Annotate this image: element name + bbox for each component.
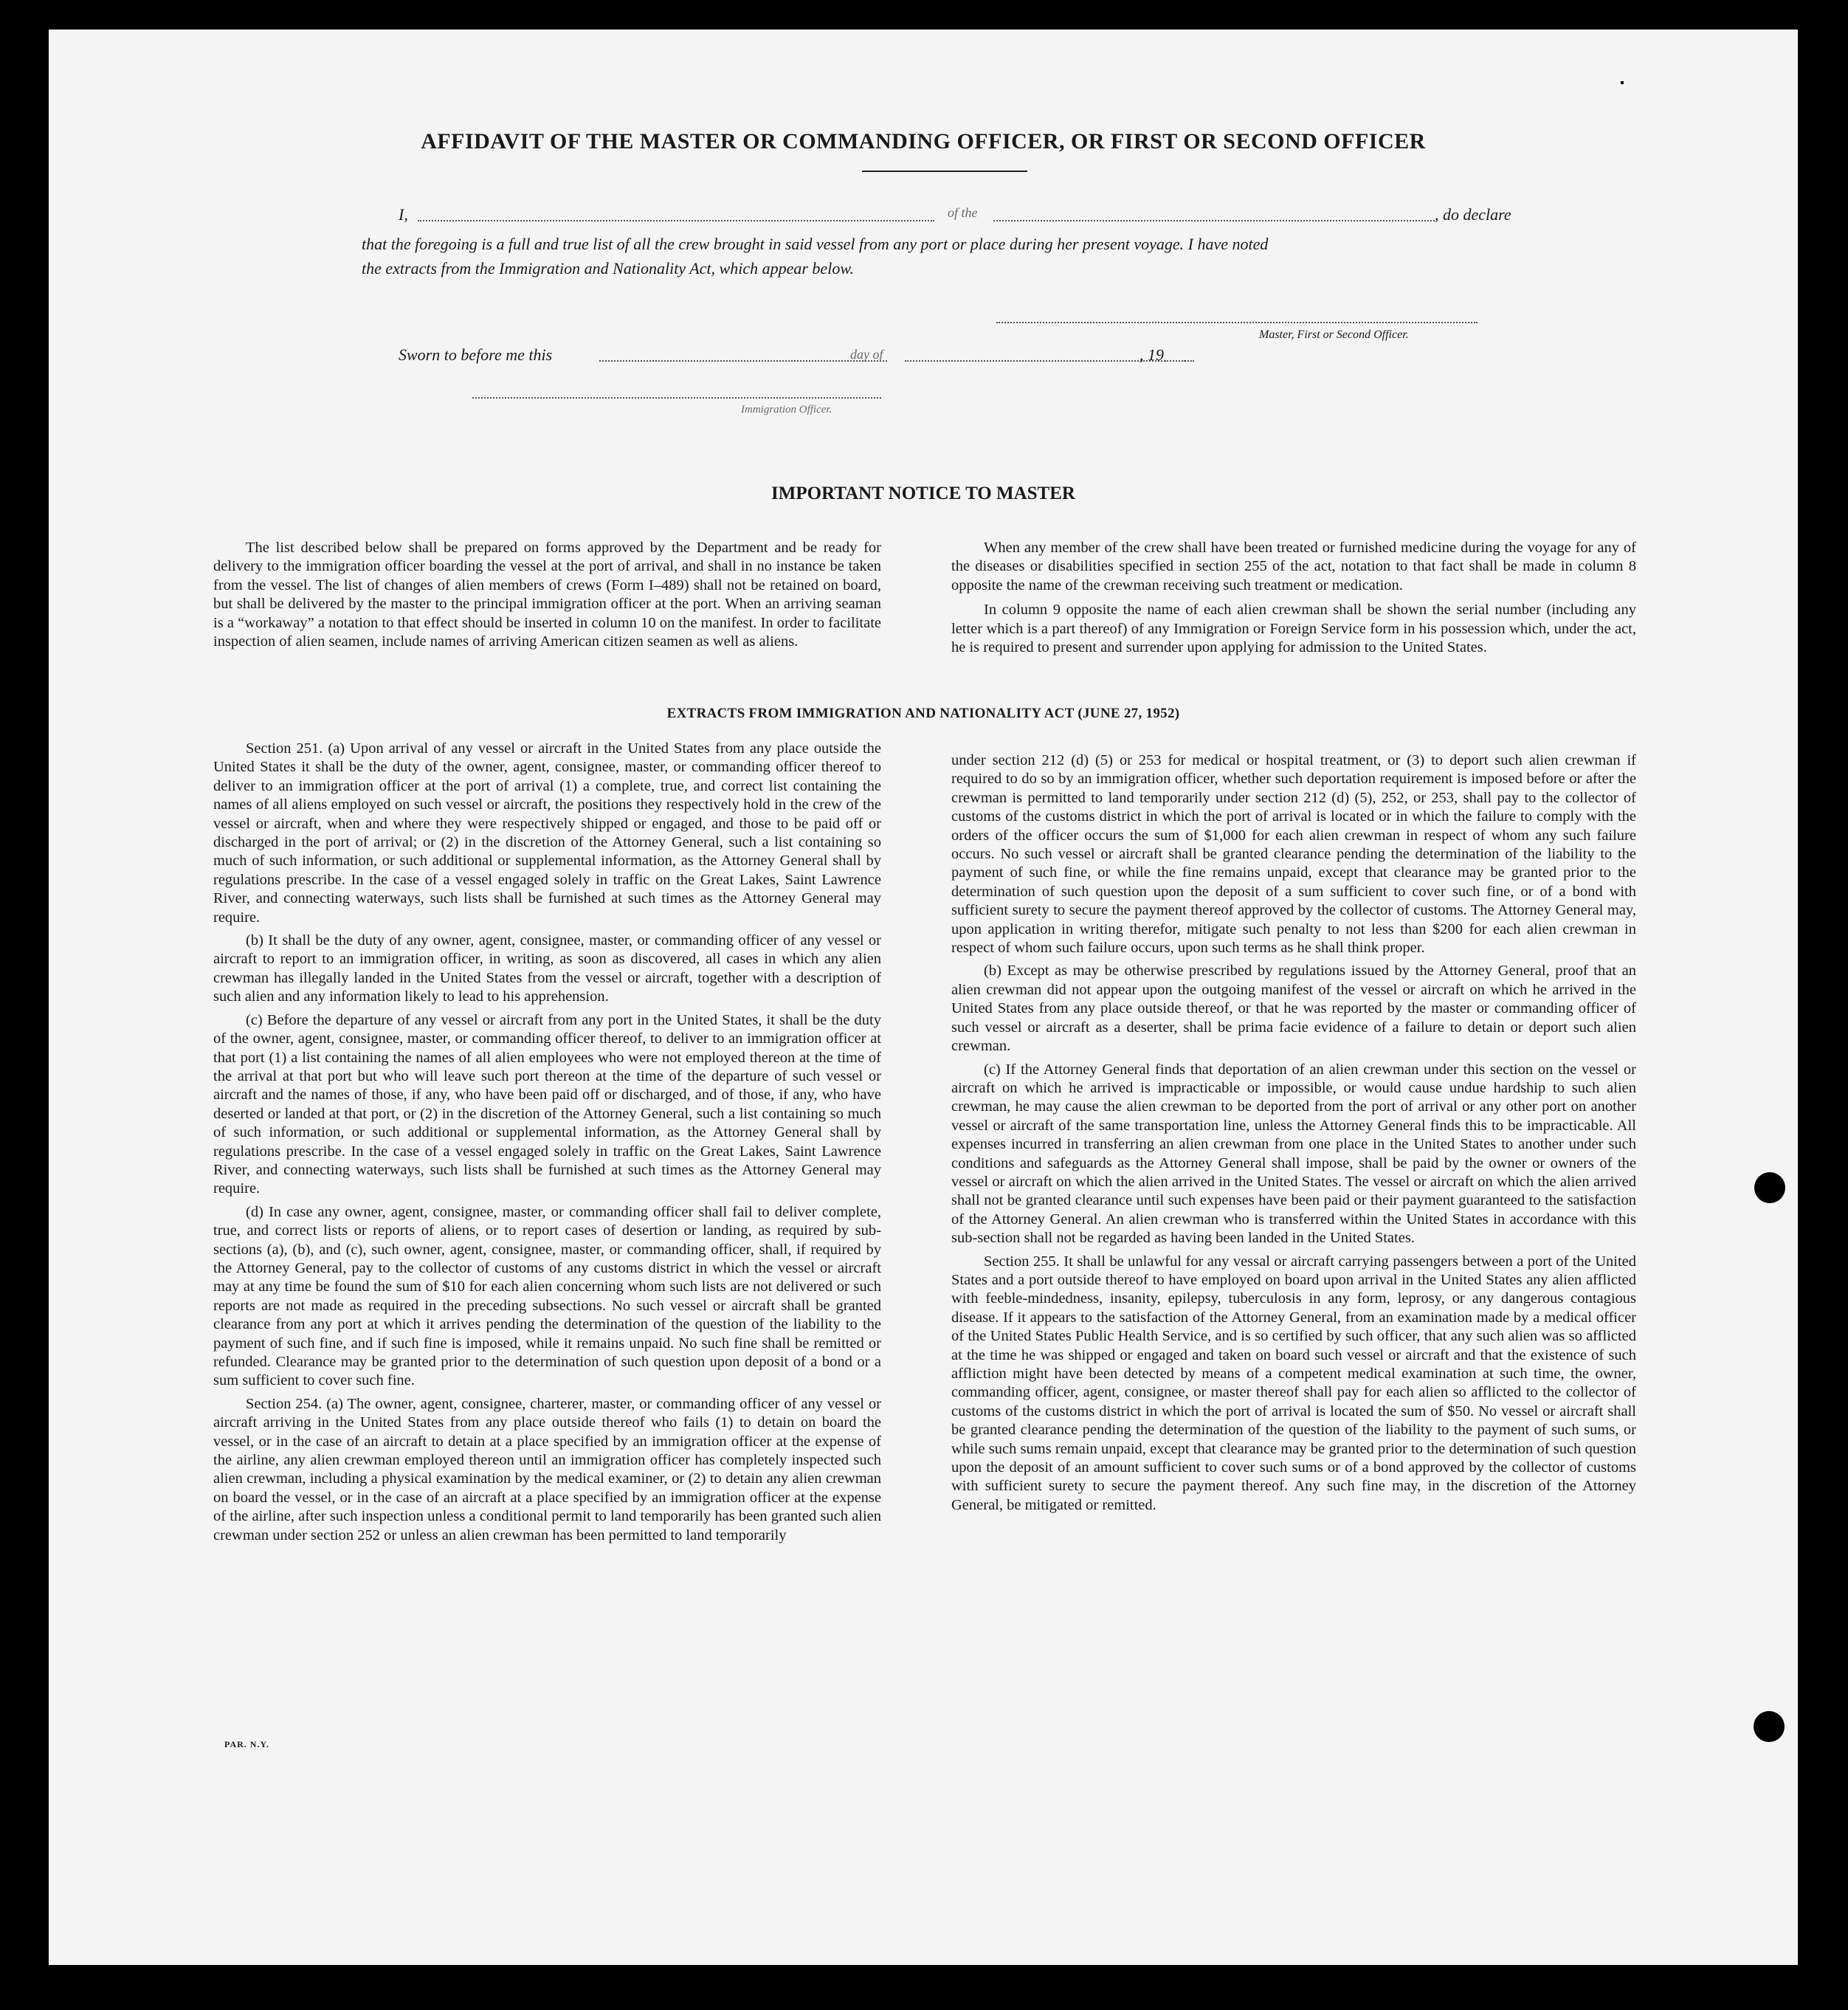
section-251-b: (b) It shall be the duty of any owner, agent, consignee, master, or commanding officer of any vessel or aircraft to report to an immigration officer, in writing, as soon as discovered, all cases in which any alien crewman has illegally landed in the United States from the vessel or aircraft, together with a description of such alien and any information likely to lead to his apprehension. (213, 932, 881, 1005)
printer-mark: PAR. N.Y. (224, 1739, 270, 1749)
section-255: Section 255. It shall be unlawful for any vessal or aircraft carrying passengers between a port of the United States and a port outside thereof to have employed on board upon arrival in the United States any alien afflicted with feeble-mindedness, insanity, epilepsy, tuberculosis in any form, leprosy, or any dangerous contagious disease. If it appears to the satisfaction of the Attorney General, from an examination made by a medical officer of the United States Public Health Service, and is so certified by such officer, that any such alien was so afflicted at the time he was shipped or engaged and taken on board such vessel or aircraft and that the existence of such affliction might have been detected by means of a competent medical examination at such time, the owner, commanding officer, agent, consignee, or master thereof shall pay for each alien so afflicted to the collector of customs of the customs district in which the port of arrival is located the sum of $50. No vessel or aircraft shall be granted clearance pending the determination of the question of the liability to the payment of such sums, or while such sums remain unpaid, except that clearance may be granted prior to the determination of such question upon the deposit of an amount sufficient to cover such sums or of a bond approved by the collector of customs with sufficient surety to secure the payment thereof. Any such fine may, in the discretion of the Attorney General, be mitigated or remitted. (951, 1253, 1636, 1513)
extracts-title: EXTRACTS FROM IMMIGRATION AND NATIONALITY ACT (JUNE 27, 1952) (666, 706, 1180, 721)
corner-speck (1621, 81, 1624, 84)
vessel-name-field[interactable] (993, 220, 1435, 221)
notice-right-paragraph-1: When any member of the crew shall have been treated or furnished medicine during the voyage for any of the diseases or disabilities specified in section 255 of the act, notation to that fact shall be made in column 8 opposite the name of the crewman receiving such treatment or medication. (951, 540, 1636, 593)
notice-title: IMPORTANT NOTICE TO MASTER (771, 483, 1075, 503)
extracts-right-column (951, 751, 1636, 1519)
section-251-d: (d) In case any owner, agent, consignee, master, or commanding officer shall fail to deliver complete, true, and correct lists or reports of aliens, or to report cases of desertion or landing, as required by sub-sections (a), (b), and (c), such owner, agent, consignee, master, or commanding officer, shall, if required by the Attorney General, pay to the collector of customs of any customs district in which the vessel or aircraft may at any time be found the sum of $10 for each alien concerning whom such lists are not delivered or such reports are not made as required in the preceding subsections. No such vessel or aircraft shall be granted clearance from any port at which it arrives pending the determination of the question of the liability to the payment of such fine, and if such fine is imposed, while it remains unpaid. No such fine shall be remitted or refunded. Clearance may be granted prior to the determination of such question upon deposit of a bond or a sum sufficient to cover such fine. (213, 1203, 881, 1389)
section-251-c: (c) Before the departure of any vessel or aircraft from any port in the United States, it shall be the duty of the owner, agent, consignee, master, or commanding officer thereof, to deliver to an immigration officer at that port (1) a list containing the names of all alien employees who were not employed thereon at the time of the arrival at that port but who will leave such port thereon at the time of the departure of such vessel or aircraft and the names of those, if any, who have been paid off or discharged, and of those, if any, who have deserted or landed at that port, or (2) in the discretion of the Attorney General, such a list containing so much of such information, or such additional or supplemental information, as the Attorney General shall by regulations prescribe. In the case of a vessel engaged solely in traffic on the Great Lakes, Saint Lawrence River, and connecting waterways, such lists shall be furnished at such times as the Attorney General may require. (213, 1011, 881, 1197)
title-divider (862, 171, 1027, 172)
notice-right-paragraph-2: In column 9 opposite the name of each alien crewman shall be shown the serial number (including any letter which is a part thereof) of any Immigration or Foreign Service form in his possession which, under the act, he is required to present and surrender upon applying for admission to the United States. (951, 602, 1636, 656)
punch-hole-upper (1754, 1172, 1785, 1203)
document-page (49, 30, 1798, 1965)
declarant-prefix: I, (399, 205, 408, 224)
extracts-left-column (213, 740, 881, 1549)
section-254-c: (c) If the Attorney General finds that deportation of an alien crewman under this section on the vessel or aircraft on which he arrived is impracticable or impossible, or would cause undue hardship to such alien crewman, he may cause the alien crewman to be deported from the port of arrival or any other port on another vessel or aircraft of the same transportation line, unless the Attorney General finds this to be impracticable. All expenses incurred in transferring an alien crewman from one place in the United States to another under such conditions and safeguards as the Attorney General shall impose, shall be paid by the owner or owners of the vessel or aircraft on which the alien arrived in the United States. The vessel or aircraft on which the alien arrived shall not be granted clearance until such expenses have been paid or their payment guaranteed to the satisfaction of the Attorney General. An alien crewman who is transferred within the United States in accordance with this sub-section shall not be regarded as having been landed in the United States. (951, 1061, 1636, 1247)
affidavit-title: AFFIDAVIT OF THE MASTER OR COMMANDING OFFICER, OR FIRST OR SECOND OFFICER (421, 129, 1426, 154)
immigration-officer-signature-field[interactable] (472, 397, 881, 399)
notice-left-column (213, 539, 881, 655)
year-prefix: , 19 (1140, 345, 1164, 364)
master-signature-label: Master, First or Second Officer. (1259, 328, 1409, 341)
sworn-year-field[interactable] (1165, 360, 1194, 362)
of-the-label: of the (948, 205, 978, 220)
section-254-a: Section 254. (a) The owner, agent, consignee, charterer, master, or commanding officer of any vessel or aircraft arriving in the United States from any place outside thereof who fails (1) to detain on board the vessel, or in the case of an aircraft to detain at a place specified by an immigration officer at the expense of the airline, any alien crewman employed thereon until an immigration officer has completely inspected such alien crewman, including a physical examination by the medical examiner, or (2) to detain any alien crewman on board the vessel, or in the case of an aircraft at a place specified by an immigration officer at the expense of the airline, after such inspection unless a conditional permit to land temporarily has been granted such alien crewman under section 252 or unless an alien crewman has been permitted to land temporarily (213, 1395, 881, 1543)
immigration-officer-label: Immigration Officer. (741, 404, 832, 416)
declaration-line-2: that the foregoing is a full and true list of all the crew brought in said vessel from any port or place during her present voyage. I have noted (362, 235, 1269, 253)
declaration-line-3: the extracts from the Immigration and Nationality Act, which appear below. (362, 259, 854, 278)
notice-left-paragraph: The list described below shall be prepared on forms approved by the Department and be ready for delivery to the immigration officer boarding the vessel at the port of arrival, and shall in no instance be taken from the vessel. The list of changes of alien members of crews (Form I–489) shall not be retained on board, but shall be delivered by the master to the principal immigration officer at the port. When an arriving seaman is a “workaway” a notation to that effect should be inserted in column 10 on the manifest. In order to facilitate inspection of alien seamen, include names of arriving American citizen seamen as well as aliens. (213, 540, 881, 650)
day-of-label: day of (850, 347, 883, 362)
section-254-a-continued: under section 212 (d) (5) or 253 for medical or hospital treatment, or (3) to deport such alien crewman if required to do so by an immigration officer, whether such deportation requirement is imposed before or after the crewman is permitted to land temporarily under section 212 (d) (5), 252, or 253, shall pay to the collector of customs of the customs district in which the port of arrival is located or in which the failure to comply with the orders of the officer occurs the sum of $1,000 for each alien crewman in respect of whom any such failure occurs. No such vessel or aircraft shall be granted clearance pending the determination of the liability to the payment of such fine, or while the fine remains unpaid, except that clearance may be granted prior to the determination of such question upon the deposit of a sum sufficient to cover such fine, or of a bond with sufficient surety to secure the payment thereof approved by the collector of customs. The Attorney General may, upon application in writing therefor, mitigate such penalty to not less than $200 for each alien crewman in respect of whom such failure occurs, upon such terms as he shall think proper. (951, 752, 1636, 957)
sworn-label: Sworn to before me this (399, 345, 553, 364)
sworn-day-field[interactable] (599, 360, 887, 362)
declarant-name-field[interactable] (418, 220, 934, 221)
section-254-b: (b) Except as may be otherwise prescribed by regulations issued by the Attorney General, proof that an alien crewman did not appear upon the outgoing manifest of the vessel or aircraft on which he arrived in the United States from any place outside thereof, or that he was reported by the master or commanding officer of such vessel or aircraft as a deserter, shall be prima facie evidence of a failure to detain or deport such alien crewman. (951, 963, 1636, 1055)
section-251-a: Section 251. (a) Upon arrival of any vessel or aircraft in the United States from any place outside the United States it shall be the duty of the owner, agent, consignee, master, or commanding officer thereof to deliver to an immigration officer at the port of arrival (1) a complete, true, and correct list containing the names of all aliens employed on such vessel or aircraft, the positions they respectively hold in the crew of the vessel or aircraft, when and where they were respectively shipped or engaged, and those to be paid off or discharged in the port of arrival; or (2) in the discretion of the Attorney General, such a list containing so much of such information, or such additional or supplemental information, as the Attorney General shall by regulations prescribe. In the case of a vessel engaged solely in traffic on the Great Lakes, Saint Lawrence River, and connecting waterways, such lists shall be furnished at such times as the Attorney General may require. (213, 740, 881, 926)
punch-hole-lower (1754, 1711, 1785, 1742)
do-declare-label: , do declare (1435, 205, 1511, 224)
master-signature-field[interactable] (996, 322, 1478, 323)
notice-right-column (951, 539, 1636, 661)
